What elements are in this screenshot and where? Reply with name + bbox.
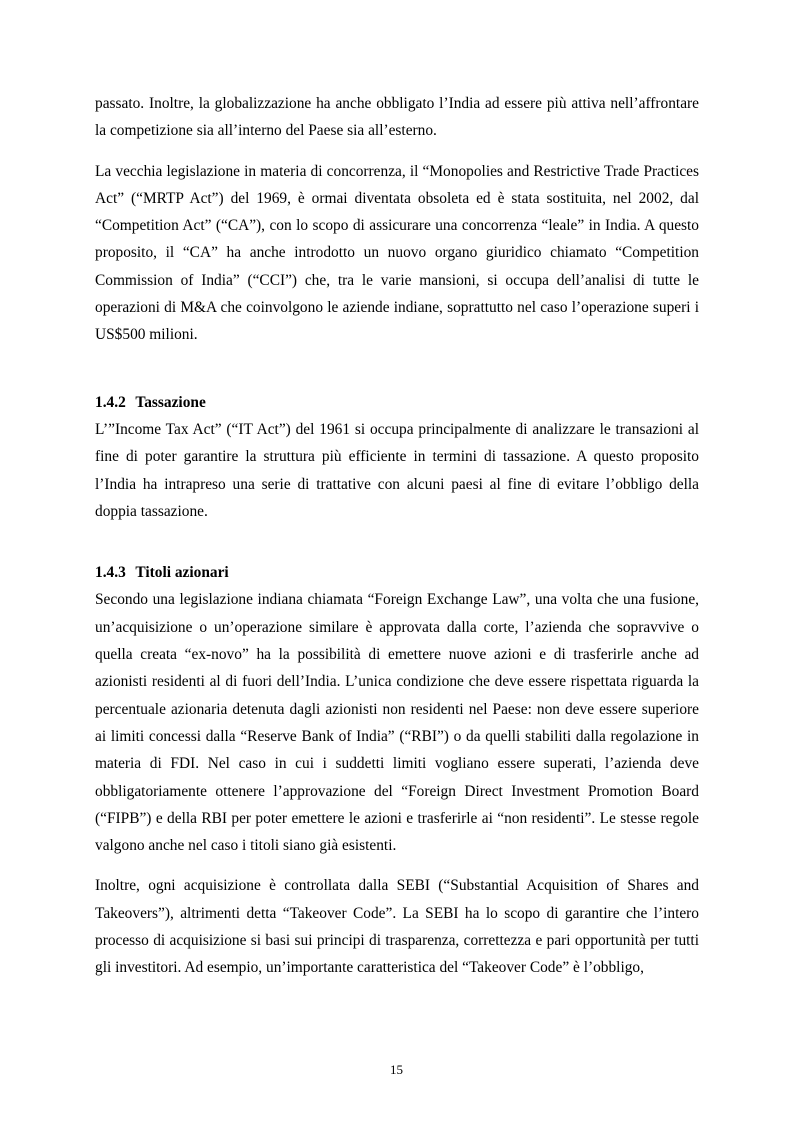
- paragraph-concorrenza: La vecchia legislazione in materia di concorrenza, il “Monopolies and Restrictive Trade Practices Act” (“MRTP Act”) del 1969, è ormai diventata obsoleta ed è stata sostituita, nel 2002, dal “Competition Act” (“CA”), con lo scopo di assicurare una concorrenza “leale” in India. A questo proposito, il “CA” ha anche introdotto un nuovo organo giuridico chiamato “Competition Commission of India” (“CCI”) che, tra le varie mansioni, si occupa dell’analisi di tutte le operazioni di M&A che coinvolgono le aziende indiane, soprattutto nel caso l’operazione superi i US$500 milioni.: [95, 162, 699, 344]
- page-body: [95, 90, 699, 982]
- section-title: Titoli azionari: [135, 564, 229, 582]
- paragraph-tassazione: L’”Income Tax Act” (“IT Act”) del 1961 si occupa principalmente di analizzare le transazioni al fine di poter garantire la struttura più efficiente in termini di tassazione. A questo proposito l’India ha intrapreso una serie di trattative con alcuni paesi al fine di evitare l’obbligo della doppia tassazione.: [95, 420, 699, 520]
- page-number: 15: [390, 1062, 403, 1077]
- section-heading-tassazione: [95, 389, 699, 416]
- paragraph-globalizzazione: passato. Inoltre, la globalizzazione ha anche obbligato l’India ad essere più attiva nell’affrontare la competizione sia all’interno del Paese sia all’esterno.: [95, 95, 699, 140]
- section-title: Tassazione: [135, 393, 206, 411]
- paragraph-foreign-exchange: Secondo una legislazione indiana chiamata “Foreign Exchange Law”, una volta che una fusione, un’acquisizione o un’operazione similare è approvata dalla corte, l’azienda che sopravvive o quella creata “ex-novo” ha la possibilità di emettere nuove azioni e di trasferirle anche ad azionisti residenti al di fuori dell’India. L’unica condizione che deve essere rispettata riguarda la percentuale azionaria detenuta dagli azionisti non residenti nel Paese: non deve essere superiore ai limiti concessi dalla “Reserve Bank of India” (“RBI”) o da quelli stabiliti dalla regolazione in materia di FDI. Nel caso in cui i suddetti limiti vogliano essere superati, l’azienda deve obbligatoriamente ottenere l’approvazione del “Foreign Direct Investment Promotion Board (“FIPB”) e della RBI per poter emettere le azioni e trasferirle ai “non residenti”. Le stesse regole valgono anche nel caso i titoli siano già esistenti.: [95, 591, 699, 855]
- section-heading-titoli-azionari: [95, 559, 699, 586]
- section-number: 1.4.3: [95, 564, 126, 582]
- paragraph-sebi: Inoltre, ogni acquisizione è controllata dalla SEBI (“Substantial Acquisition of Shares and Takeovers”), altrimenti detta “Takeover Code”. La SEBI ha lo scopo di garantire che l’intero processo di acquisizione si basi sui principi di trasparenza, correttezza e pari opportunità per tutti gli investitori. Ad esempio, un’importante caratteristica del “Takeover Code” è l’obbligo,: [95, 877, 699, 977]
- section-number: 1.4.2: [95, 393, 126, 411]
